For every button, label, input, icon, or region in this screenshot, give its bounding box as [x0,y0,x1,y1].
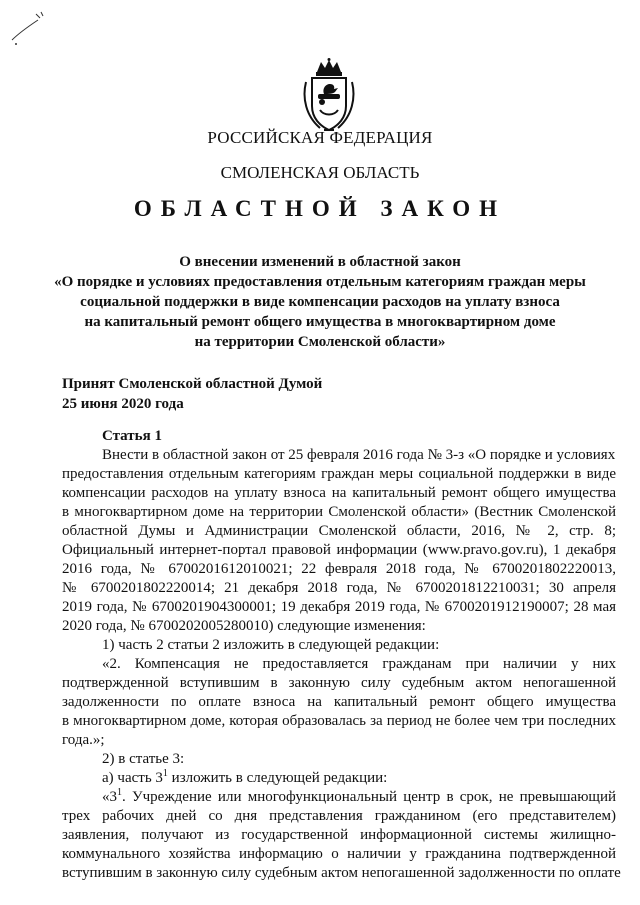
body-line: 2016 года, № 6700201612010021; 22 февраля 2018 года, № 6700201802220013, [62,561,616,577]
body-line: 2) в статье 3: [102,751,185,767]
item-a-superscript: 1 [162,768,168,779]
body-line: вступившим в законную силу судебным актом непогашенной задолженности по оплате [62,865,621,881]
law-title-line: «О порядке и условиях предоставления отдельным категориям граждан меры [54,274,586,290]
item-a-prefix: а) часть 3 [102,770,163,786]
law-title-line: О внесении изменений в областной закон [179,254,461,270]
adoption-info [62,374,322,414]
document-type-heading: ОБЛАСТНОЙ ЗАКОН [133,196,507,221]
quote-superscript: 1 [117,787,122,798]
law-title [0,252,640,352]
body-line: задолженности по оплате взноса на капитальный ремонт общего имущества [62,694,616,710]
federation-heading: РОССИЙСКАЯ ФЕДЕРАЦИЯ [207,128,433,147]
body-line: 2019 года, № 6700201904300001; 19 декабря 2019 года, № 6700201912190007; 28 мая [62,599,616,615]
body-line: заявления, получают из государственной информационной системы жилищно- [62,827,616,843]
quote-suffix: . Учреждение или многофункциональный центр в срок, не превышающий [122,789,616,805]
body-line: «2. Компенсация не предоставляется гражданам при наличии у них [102,656,616,672]
quote-line [102,788,616,807]
body-line: в многоквартирном доме на территории Смоленской области» (Вестник Смоленской [62,504,616,520]
body-line: подтвержденной вступившим в законную силу судебным актом непогашенной [62,675,616,691]
article-heading: Статья 1 [102,428,162,444]
body-line: коммунального хозяйства информацию о наличии у гражданина подтвержденной [62,846,616,862]
body-line: 2020 года, № 6700202005280010) следующие изменения: [62,618,426,634]
body-line: Внести в областной закон от 25 февраля 2016 года № 3-з «О порядке и условиях [102,447,616,463]
body-line: № 6700201802220014; 21 декабря 2018 года, № 6700201812210031; 30 апреля [62,580,616,596]
law-title-line: на капитальный ремонт общего имущества в многоквартирном доме [84,314,556,330]
body-line: компенсации расходов на уплату взноса на капитальный ремонт общего имущества [62,485,616,501]
body-line: в многоквартирном доме, которая образовалась за период не более чем три последних [62,713,616,729]
body-line: областной Думы и Администрации Смоленской области, 2016, № 2, стр. 8; [62,523,616,539]
quote-prefix: «3 [102,789,117,805]
body-line: трех рабочих дней со дня представления гражданином (его представителем) [62,808,616,824]
smolensk-coat-of-arms-icon [298,58,360,134]
body-line: года.»; [62,732,105,748]
body-line: Официальный интернет-портал правовой информации (www.pravo.gov.ru), 1 декабря [62,542,616,558]
body-line: 1) часть 2 статьи 2 изложить в следующей редакции: [102,637,440,653]
law-title-line: социальной поддержки в виде компенсации расходов на уплату взноса [80,294,560,310]
adoption-date: 25 июня 2020 года [62,396,184,412]
body-line: предоставления отдельным категориям граждан меры социальной поддержки в виде [62,466,616,482]
region-heading: СМОЛЕНСКАЯ ОБЛАСТЬ [220,163,420,182]
item-a-suffix: изложить в следующей редакции: [167,770,388,786]
handwritten-mark-icon [8,8,48,48]
item-a-line [102,769,387,788]
adoption-body: Принят Смоленской областной Думой [62,376,323,392]
law-title-line: на территории Смоленской области» [194,334,446,350]
